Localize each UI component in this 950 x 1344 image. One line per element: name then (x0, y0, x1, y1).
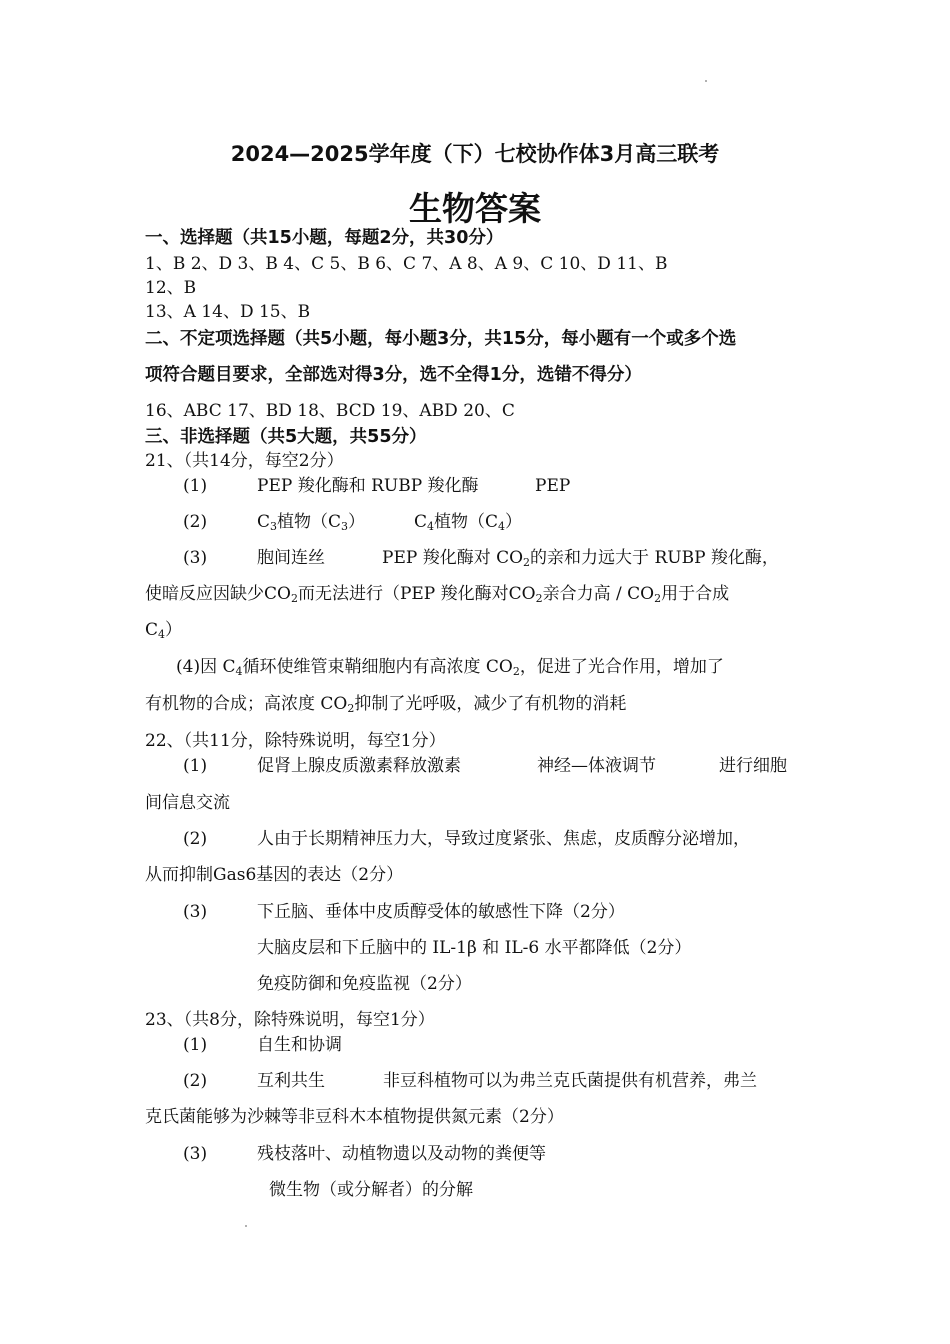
subscript: 2 (512, 665, 520, 678)
text: C (145, 620, 159, 640)
q22-item-number: (3) (183, 902, 208, 922)
q23-header: 23、（共8分，除特殊说明，每空1分） (145, 1010, 435, 1030)
q22-answer: 免疫防御和免疫监视（2分） (257, 974, 472, 994)
part2-answers: 16、ABC 17、BD 18、BCD 19、ABD 20、C (145, 401, 515, 421)
q23-item-number: (1) (183, 1035, 208, 1055)
text: 使暗反应因缺少CO (145, 584, 291, 604)
subject-title: 生物答案 (409, 189, 541, 228)
subscript: 3 (341, 520, 349, 533)
q22-item-number: (2) (183, 829, 208, 849)
exam-title: 2024—2025学年度（下）七校协作体3月高三联考 (230, 142, 720, 166)
part2-heading-line2: 项符合题目要求，全部选对得3分，选不全得1分，选错不得分） (145, 365, 642, 385)
text: ） (348, 512, 366, 532)
q21-answer-continued (145, 693, 626, 715)
subscript: 2 (347, 702, 355, 715)
text: 而无法进行（PEP 羧化酶对CO (297, 584, 536, 604)
subscript: 4 (235, 665, 243, 678)
text: ） (505, 512, 523, 532)
q21-item-number: (3) (183, 548, 208, 568)
subscript: 4 (498, 520, 506, 533)
q23-item-number: (2) (183, 1071, 208, 1091)
text: C (257, 512, 271, 532)
part3-heading: 三、非选择题（共5大题，共55分） (145, 427, 427, 447)
q23-answer: 自生和协调 (257, 1035, 342, 1055)
text: ） (165, 620, 183, 640)
subscript: 2 (290, 592, 298, 605)
text: 抑制了光呼吸，减少了有机物的消耗 (354, 694, 627, 714)
subscript: 2 (535, 592, 543, 605)
q22-answer-continued: 从而抑制Gas6基因的表达（2分） (145, 865, 404, 885)
q23-answer: 互利共生 (257, 1071, 325, 1091)
text: 有机物的合成；高浓度 CO (145, 694, 348, 714)
q21-answer: PEP 羧化酶和 RUBP 羧化酶 (257, 476, 479, 496)
q22-answer: 大脑皮层和下丘脑中的 IL-1β 和 IL-6 水平都降低（2分） (257, 938, 692, 958)
q21-answer-continued (145, 619, 182, 641)
text: ，促进了光合作用，增加了 (519, 657, 724, 677)
text: 循环使维管束鞘细胞内有高浓度 CO (242, 657, 513, 677)
subscript: 4 (427, 520, 435, 533)
q21-item-number: (1) (183, 476, 208, 496)
q21-answer (382, 547, 779, 569)
q22-answer: 促肾上腺皮质激素释放激素 (257, 756, 461, 776)
q22-item-number: (1) (183, 756, 208, 776)
text: 的亲和力远大于 RUBP 羧化酶， (530, 548, 779, 568)
text: 用于合成 (661, 584, 730, 604)
q23-answer: 非豆科植物可以为弗兰克氏菌提供有机营养，弗兰 (383, 1071, 757, 1091)
q22-answer-continued: 间信息交流 (145, 793, 230, 813)
part2-heading-line1: 二、不定项选择题（共5小题，每小题3分，共15分，每小题有一个或多个选 (145, 329, 737, 349)
q21-answer (257, 511, 365, 533)
q21-answer (414, 511, 522, 533)
subscript: 4 (158, 628, 166, 641)
subscript: 3 (270, 520, 278, 533)
q22-header: 22、（共11分，除特殊说明，每空1分） (145, 731, 446, 751)
q22-answer: 下丘脑、垂体中皮质醇受体的敏感性下降（2分） (257, 902, 625, 922)
q23-answer-continued: 克氏菌能够为沙棘等非豆科木本植物提供氮元素（2分） (145, 1107, 564, 1127)
q21-answer: PEP (535, 476, 571, 496)
part1-answers-line2: 12、B (145, 278, 197, 298)
text: 植物（C (277, 512, 342, 532)
text: C (414, 512, 428, 532)
text: 亲合力高 / CO (542, 584, 655, 604)
q21-item-number: (2) (183, 512, 208, 532)
scan-speck (705, 80, 707, 82)
text: 植物（C (434, 512, 499, 532)
subscript: 2 (523, 556, 531, 569)
q21-answer-continued (145, 583, 729, 605)
q23-item-number: (3) (183, 1144, 208, 1164)
q21-header: 21、（共14分，每空2分） (145, 451, 344, 471)
q21-answer (176, 656, 724, 678)
q21-answer: 胞间连丝 (257, 548, 325, 568)
subscript: 2 (654, 592, 662, 605)
q22-answer: 人由于长期精神压力大，导致过度紧张、焦虑，皮质醇分泌增加， (257, 829, 750, 849)
text: (4)因 C (176, 657, 236, 677)
part1-answers-line1: 1、B 2、D 3、B 4、C 5、B 6、C 7、A 8、A 9、C 10、D 11、B (145, 254, 668, 274)
q23-answer: 残枝落叶、动植物遗以及动物的粪便等 (257, 1144, 546, 1164)
q22-answer: 进行细胞 (719, 756, 787, 776)
text: PEP 羧化酶对 CO (382, 548, 524, 568)
scan-speck (245, 1225, 247, 1227)
q23-answer: 微生物（或分解者）的分解 (269, 1180, 473, 1200)
q22-answer: 神经—体液调节 (537, 756, 656, 776)
part1-heading: 一、选择题（共15小题，每题2分，共30分） (145, 228, 504, 248)
part1-answers-line3: 13、A 14、D 15、B (145, 302, 311, 322)
